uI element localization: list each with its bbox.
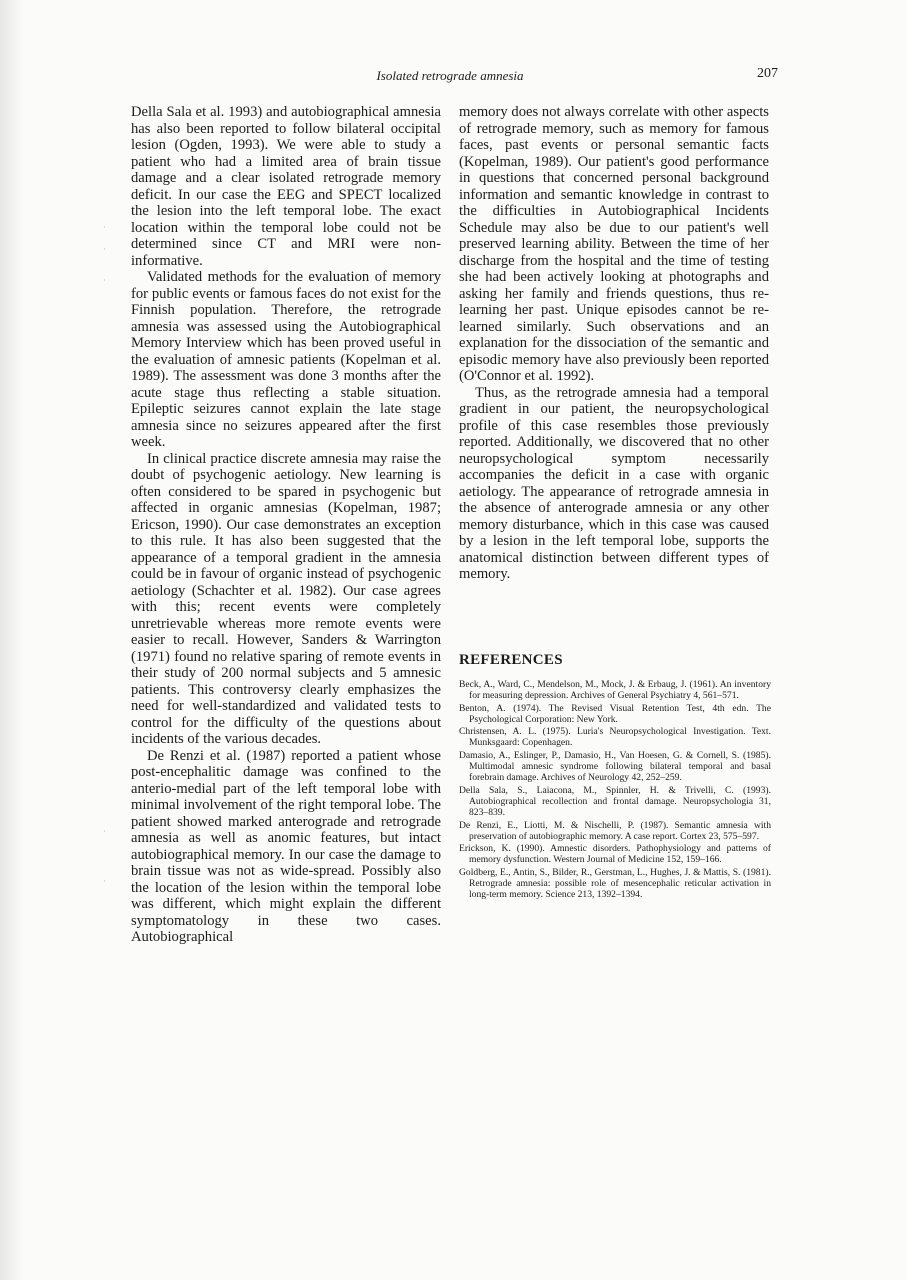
margin-dot: · — [103, 876, 106, 886]
running-title: Isolated retrograde amnesia — [376, 68, 524, 83]
reference-item: De Renzi, E., Liotti, M. & Nischelli, P. (1987). Semantic amnesia with preservation of autobiographic memory. A case report. Cortex 23, 575–597. — [459, 819, 771, 842]
paragraph: De Renzi et al. (1987) reported a patient whose post-encephalitic damage was confined to the anterio-medial part of the left temporal lobe with minimal involvement of the right temporal lobe. The patient showed marked anterograde and retrograde amnesia as well as anomic features, but intact autobiographical memory. In our case the damage to brain tissue was not as wide-spread. Possibly also the location of the lesion within the temporal lobe was different, which might explain the different symptomatology in these two cases. Autobiographical — [131, 747, 441, 945]
reference-item: Erickson, K. (1990). Amnestic disorders. Pathophysiology and patterns of memory dysfunction. Western Journal of Medicine 152, 159–166. — [459, 843, 771, 866]
paragraph: Thus, as the retrograde amnesia had a temporal gradient in our patient, the neuropsychological profile of this case resembles those previously reported. Additionally, we discovered that no other neuropsychological symptom necessarily accompanies the deficit in a case with organic aetiology. The appearance of retrograde amnesia in the absence of anterograde amnesia or any other memory disturbance, which in this case was caused by a lesion in the left temporal lobe, supports the anatomical distinction between different types of memory. — [459, 384, 769, 582]
reference-list — [459, 679, 771, 902]
right-column — [459, 104, 769, 583]
reference-item: Benton, A. (1974). The Revised Visual Retention Test, 4th edn. The Psychological Corporation: New York. — [459, 702, 771, 725]
margin-dot: · — [103, 275, 106, 285]
scan-edge-shadow — [0, 0, 24, 1280]
references-heading: REFERENCES — [459, 652, 563, 668]
page-number: 207 — [757, 66, 778, 81]
reference-item: Beck, A., Ward, C., Mendelson, M., Mock, J. & Erbaug, J. (1961). An inventory for measuring depression. Archives of General Psychiatry 4, 561–571. — [459, 679, 771, 702]
left-column — [131, 104, 441, 946]
paragraph: In clinical practice discrete amnesia may raise the doubt of psychogenic aetiology. New learning is often considered to be spared in psychogenic but affected in organic amnesias (Kopelman, 1987; Ericson, 1990). Our case demonstrates an exception to this rule. It has also been suggested that the appearance of a temporal gradient in the amnesia could be in favour of organic instead of psychogenic aetiology (Schachter et al. 1982). Our case agrees with this; recent events were completely unretrievable whereas more remote events were easier to recall. However, Sanders & Warrington (1971) found no relative sparing of remote events in their study of 200 normal subjects and 5 amnesic patients. This controversy clearly emphasizes the need for well-standardized and validated tests to control for the difficulty of the questions about incidents of the various decades. — [131, 450, 441, 747]
paragraph: Validated methods for the evaluation of memory for public events or famous faces do not exist for the Finnish population. Therefore, the retrograde amnesia was assessed using the Autobiographical Memory Interview which has been proved useful in the evaluation of amnesic patients (Kopelman et al. 1989). The assessment was done 3 months after the acute stage thus reflecting a stable situation. Epileptic seizures cannot explain the late stage amnesia since no seizures appeared after the first week. — [131, 269, 441, 450]
reference-item: Della Sala, S., Laiacona, M., Spinnler, H. & Trivelli, C. (1993). Autobiographical recollection and frontal damage. Neuropsychologia 31, 823–839. — [459, 784, 771, 819]
margin-dot: · — [103, 222, 106, 232]
paragraph: memory does not always correlate with other aspects of retrograde memory, such as memory for famous faces, past events or personal semantic facts (Kopelman, 1989). Our patient's good performance in questions that concerned personal background information and semantic knowledge in contrast to the difficulties in Autobiographical Incidents Schedule may also be due to our patient's well preserved learning ability. Between the time of her discharge from the hospital and the time of testing she had been actively looking at photographs and asking her family and friends questions, thus re-learning her past. Unique episodes cannot be re-learned similarly. Such observations and an explanation for the dissociation of the semantic and episodic memory have also previously been reported (O'Connor et al. 1992). — [459, 104, 769, 384]
reference-item: Damasio, A., Eslinger, P., Damasio, H., Van Hoesen, G. & Cornell, S. (1985). Multimodal amnesic syndrome following bilateral temporal and basal forebrain damage. Archives of Neurology 42, 252–259. — [459, 750, 771, 784]
margin-dot: · — [103, 244, 106, 254]
margin-dot: · — [103, 826, 106, 836]
reference-item: Goldberg, E., Antin, S., Bilder, R., Gerstman, L., Hughes, J. & Mattis, S. (1981). Retrograde amnesia: possible role of mesencephalic reticular activation in long-term memory. Science 213, 1392–1394. — [459, 867, 771, 901]
paragraph: Della Sala et al. 1993) and autobiographical amnesia has also been reported to follow bilateral occipital lesion (Ogden, 1993). We were able to study a patient who had a limited area of brain tissue damage and a clear isolated retrograde memory deficit. In our case the EEG and SPECT localized the lesion into the left temporal lobe. The exact location within the temporal lobe could not be determined since CT and MRI were non-informative. — [131, 104, 441, 269]
reference-item: Christensen, A. L. (1975). Luria's Neuropsychological Investigation. Text. Munksgaard: Copenhagen. — [459, 726, 771, 749]
